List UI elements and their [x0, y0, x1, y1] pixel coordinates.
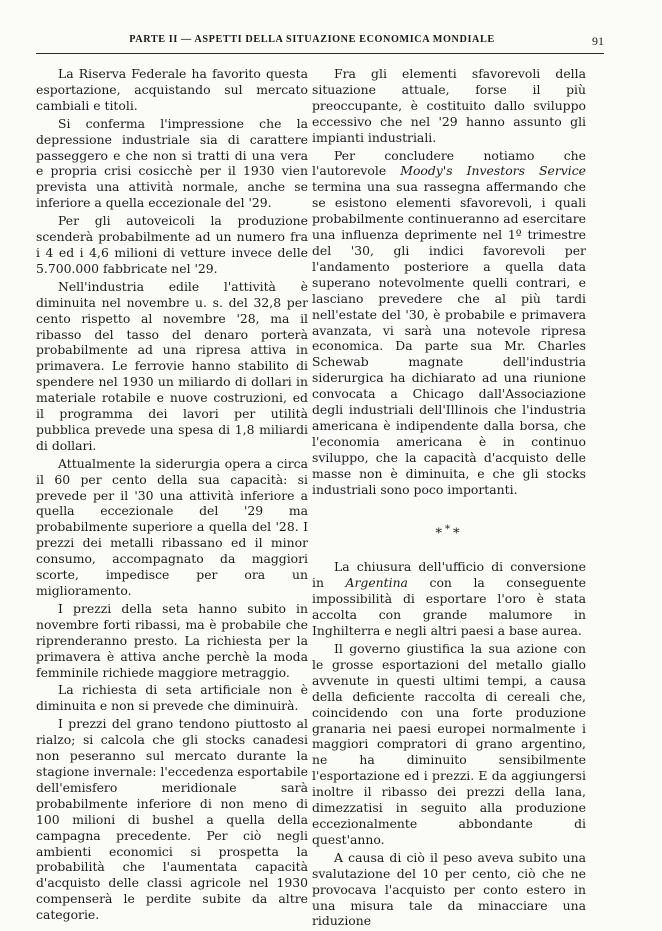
- paragraph: Nell'industria edile l'attività è diminuita nel novembre u. s. del 32,8 per cento rispetto al novembre '28, ma il ribasso del tasso del denaro porterà probabilmente ad una ripresa attiva in primavera. Le ferrovie hanno stabilito di spendere nel 1930 un miliardo di dollari in materiale rotabile e nuove costruzioni, ed il programma dei lavori per utilità pubblica prevede una spesa di 1,8 miliardi di dollari.: [36, 278, 308, 453]
- paragraph: La richiesta di seta artificiale non è diminuita e non si prevede che diminuirà.: [36, 682, 308, 714]
- paragraph: Per gli autoveicoli la produzione scenderà probabilmente ad un numero fra i 4 ed i 4,6 milioni di vetture invece delle 5.700.000 fabbricate nel '29.: [36, 213, 308, 276]
- paragraph: I prezzi del grano tendono piuttosto al rialzo; si calcola che gli stocks canadesi non peseranno sul mercato durante la stagione invernale: l'eccedenza esportabile dell'emisfero meridionale sarà probabilmente inferiore di non meno di 100 milioni di bushel a quella della campagna precedente. Per ciò negli ambienti economici si prospetta la probabilità che l'aumentata capacità d'acquisto delle classi agricole nel 1930 compenserà le perdite subite da altre categorie.: [36, 716, 308, 923]
- running-header: [46, 34, 604, 52]
- moodys-name: Moody's Investors Service: [400, 163, 586, 179]
- paragraph-moodys: Per concludere notiamo che l'autorevole Moody's Investors Service termina una sua rassegna affermando che se esistono elementi sfavorevoli, i quali probabilmente continueranno ad esercitare una influenza deprimente nel 1º trimestre del '30, gli indici favorevoli per l'andamento posteriore a quella data superano notevolmente quelli contrari, e lasciano prevedere che al più tardi nell'estate del '30, è probabile e primavera avanzata, vi sarà una notevole ripresa economica. Da parte sua Mr. Charles Schewab magnate dell'industria siderurgica ha dichiarato ad una riunione convocata a Chicago dall'Associazione degli industriali dell'Illinois che l'industria americana è indipendente dalla borsa, che l'economia americana è in continuo sviluppo, che la capacità d'acquisto delle masse non è diminuita, e che gli stocks industriali sono poco importanti.: [312, 147, 586, 497]
- right-column: [312, 66, 586, 931]
- left-column: [36, 66, 308, 925]
- star-left: *: [435, 526, 445, 542]
- page-number: 91: [592, 34, 604, 48]
- paragraph: A causa di ciò il peso aveva subito una svalutazione del 10 per cento, ciò che ne provocava l'acquisto per conto estero in una misura tale da minacciare una riduzione: [312, 849, 586, 929]
- paragraph-argentina: La chiusura dell'ufficio di conversione in Argentina con la conseguente impossibilità di esportare l'oro è stata accolta con grande malumore in Inghilterra e negli altri paesi a base aurea.: [312, 559, 586, 639]
- section-separator: [312, 507, 586, 553]
- star-top: *: [445, 524, 453, 536]
- header-rule: [36, 53, 604, 54]
- paragraph: Fra gli elementi sfavorevoli della situazione attuale, forse il più preoccupante, è costituito dallo sviluppo eccessivo che nel '29 hanno assunto gli impianti industriali.: [312, 66, 586, 145]
- running-title: PARTE II — ASPETTI DELLA SITUAZIONE ECONOMICA MONDIALE: [129, 34, 495, 45]
- paragraph: I prezzi della seta hanno subito in novembre forti ribassi, ma è probabile che riprenderanno presto. La richiesta per la primavera è attiva anche perchè la moda femminile richiede maggiore metraggio.: [36, 600, 308, 680]
- star-right: *: [453, 526, 463, 542]
- paragraph: Il governo giustifica la sua azione con le grosse esportazioni del metallo giallo avvenute in questi ultimi tempi, a causa della deficiente raccolta di cereali che, coincidendo con una forte produzione granaria nei paesi europei normalmente i maggiori compratori di grano argentino, ne ha diminuito sensibilmente l'esportazione ed i prezzi. E da aggiungersi inoltre il ribasso dei prezzi della lana, dimezzatisi in seguito alla produzione eccezionalmente abbondante di quest'anno.: [312, 641, 586, 847]
- paragraph: Attualmente la siderurgia opera a circa il 60 per cento della sua capacità: si prevede per il '30 una attività inferiore a quella eccezionale del '29 ma probabilmente superiore a quella del '28. I prezzi dei metalli ribassano ed il minor consumo, accompagnato da maggiori scorte, impedisce per ora un miglioramento.: [36, 455, 308, 598]
- paragraph: Si conferma l'impressione che la depressione industriale sia di carattere passeggero e che non si tratti di una vera e propria crisi cosicchè per il 1930 vien prevista una attività normale, anche se inferiore a quella eccezionale del '29.: [36, 115, 308, 211]
- paragraph: La Riserva Federale ha favorito questa esportazione, acquistando sul mercato cambiali e titoli.: [36, 66, 308, 113]
- argentina-word: Argentina: [345, 575, 408, 591]
